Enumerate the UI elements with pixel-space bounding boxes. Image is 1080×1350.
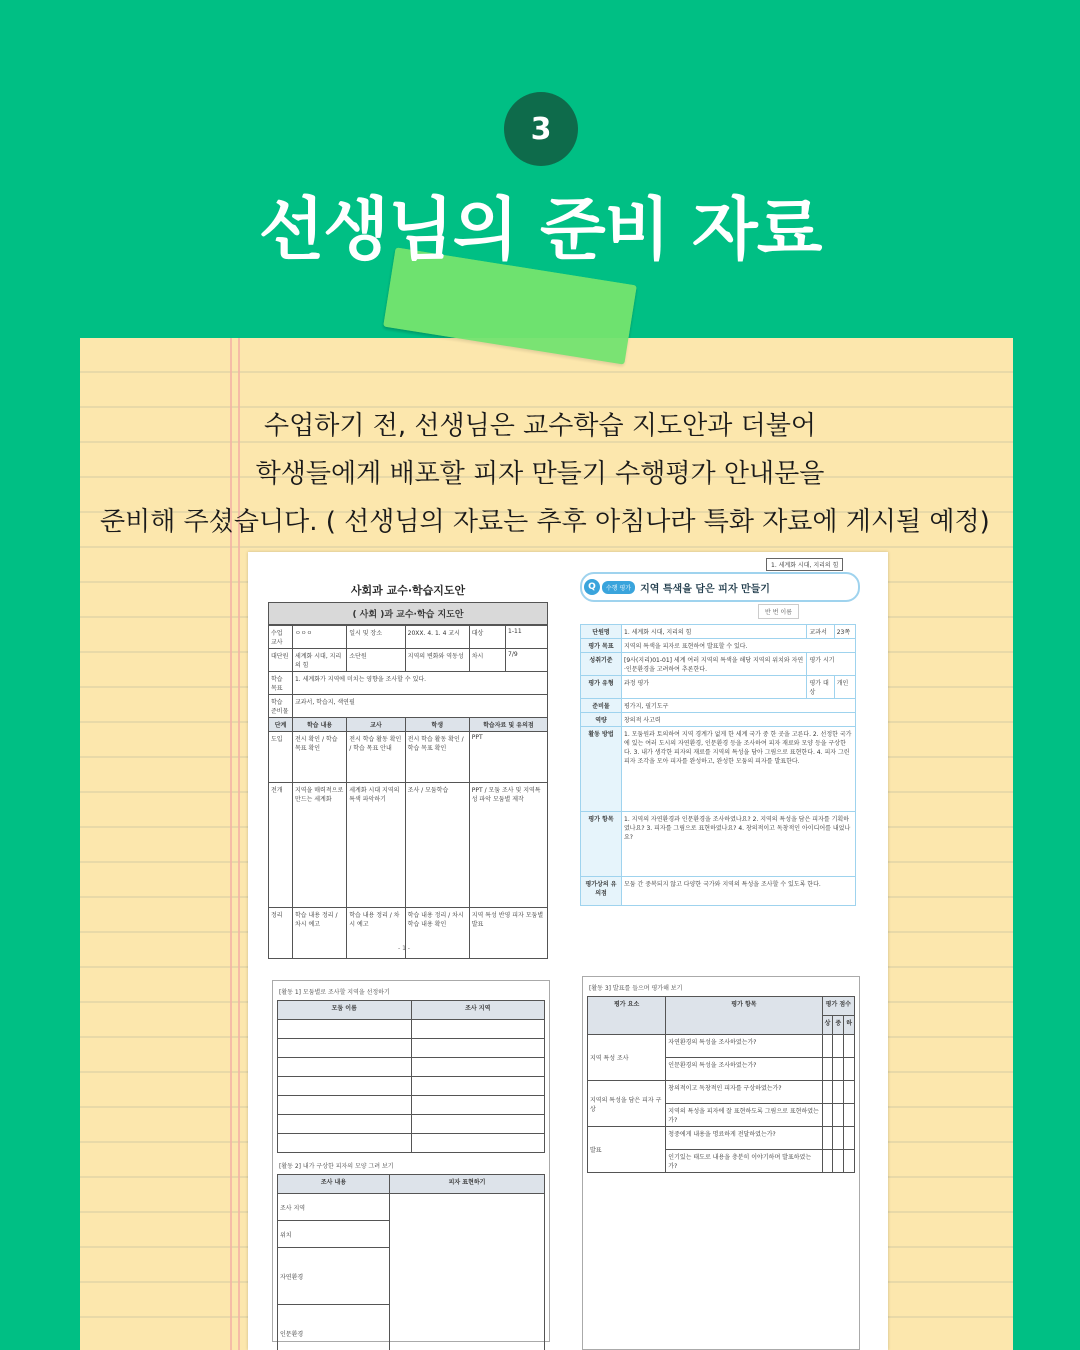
row-label: 인문환경 — [278, 1305, 390, 1350]
score-cell — [844, 1081, 855, 1104]
table-cell: 평가 대상 — [807, 676, 834, 699]
table-cell: 1. 지역의 자연환경과 인문환경을 조사하였나요? 2. 지역의 특성을 담은 피자를 기획하였나요? 3. 피자를 그림으로 표현하였나요? 4. 창의적이고 독창적인 아이디어를 내었나요? — [622, 812, 856, 877]
table-cell: 전시 학습 활동 확인 / 학습 목표 안내 — [347, 732, 405, 783]
table-row — [278, 1134, 545, 1153]
table-cell — [411, 1115, 545, 1134]
lesson-plan-table — [268, 625, 548, 959]
score-cell — [844, 1127, 855, 1150]
table-key: 활동 방법 — [581, 727, 622, 812]
table-row — [269, 672, 548, 695]
table-cell — [411, 1058, 545, 1077]
table-key: 평가 목표 — [581, 639, 622, 653]
table-key: 역량 — [581, 713, 622, 727]
table-row — [278, 1039, 545, 1058]
assessment-pill: 수행 평가 — [602, 581, 635, 594]
table-row — [269, 783, 548, 908]
table-row — [581, 727, 856, 812]
table-row — [278, 1020, 545, 1039]
lesson-plan-header: ( 사회 )과 교수·학습 지도안 — [268, 602, 548, 625]
table-cell: 평가지, 필기도구 — [622, 699, 856, 713]
criteria-item: 자연환경의 특성을 조사하였는가? — [666, 1035, 822, 1058]
score-cell — [833, 1058, 844, 1081]
table-cell: 지역의 변화와 역동성 — [405, 649, 469, 672]
table-cell: 대상 — [469, 626, 505, 649]
score-cell — [822, 1035, 833, 1058]
score-cell — [833, 1081, 844, 1104]
table-cell: 전개 — [269, 783, 293, 908]
activity1-caption: [활동 1] 모둠별로 조사할 지역을 선정하기 — [279, 989, 390, 996]
score-cell — [833, 1150, 844, 1173]
table-header — [278, 1175, 545, 1194]
table-cell: 1. 모둠원과 토의하여 지역 경계가 없게 한 세계 국가 중 한 곳을 고른다. 2. 선정한 국가에 있는 여러 도시의 자연환경, 인문환경 등을 조사하여 피자 재료와 모양 등을 구상한다. 3. 내가 생각한 피자의 재료를 지역의 특성을 담아 그림으로 표현한다. 4. 피자 그린 피자 조각을 모아 피자를 완성하고, 완성한 모둠의 피자를 발표한다. — [622, 727, 856, 812]
table-row — [269, 732, 548, 783]
table-row — [269, 695, 548, 718]
table-cell: 지역 특성 반영 피자 모둠별 발표 — [469, 908, 547, 959]
table-row — [278, 1115, 545, 1134]
description-line: 학생들에게 배포할 피자 만들기 수행평가 안내문을 — [255, 459, 825, 489]
step-number-badge: 3 — [504, 92, 578, 166]
evaluation-caption: [활동 3] 발표를 들으며 평가해 보기 — [589, 985, 683, 992]
table-header — [278, 1001, 545, 1020]
table-row — [278, 1058, 545, 1077]
table-key: 평가 유형 — [581, 676, 622, 699]
table-cell: 정리 — [269, 908, 293, 959]
table-cell — [411, 1039, 545, 1058]
table-cell: 과정 평가 — [622, 676, 807, 699]
table-row — [581, 639, 856, 653]
table-row — [269, 649, 548, 672]
criteria-item: 지역의 특성을 피자에 잘 표현하도록 그림으로 표현하였는가? — [666, 1104, 822, 1127]
lesson-plan-title: 사회과 교수·학습지도안 — [350, 584, 466, 597]
table-cell: 지역을 매력적으로 만드는 세계화 — [292, 783, 346, 908]
score-header: 상 — [822, 1016, 833, 1035]
table-cell: 교과서 — [807, 625, 834, 639]
table-cell: PPT — [469, 732, 547, 783]
column-header: 조사 내용 — [278, 1175, 390, 1194]
table-cell — [411, 1096, 545, 1115]
criteria-item: 인기있는 태도로 내용을 충분히 이야기하며 발표하였는가? — [666, 1150, 822, 1173]
table-cell: 차시 — [469, 649, 505, 672]
criteria-group: 지역 특성 조사 — [588, 1035, 666, 1081]
table-cell — [411, 1134, 545, 1153]
column-header: 평가 항목 — [666, 997, 822, 1035]
score-cell — [822, 1081, 833, 1104]
table-row — [581, 812, 856, 877]
score-cell — [844, 1058, 855, 1081]
assessment-title: 지역 특색을 담은 피자 만들기 — [640, 583, 770, 595]
table-row — [588, 1081, 855, 1104]
table-cell: PPT / 모둠 조사 및 지역특성 파악 모둠별 제작 — [469, 783, 547, 908]
table-row — [278, 1096, 545, 1115]
activity2-table — [277, 1174, 545, 1350]
table-key: 평가 항목 — [581, 812, 622, 877]
table-key: 준비물 — [581, 699, 622, 713]
table-cell: 도입 — [269, 732, 293, 783]
table-cell: 세계화 시대 지역의 특색 파악하기 — [347, 783, 405, 908]
column-header: 평가 점수 — [822, 997, 854, 1016]
evaluation-table — [587, 996, 855, 1173]
table-key: 평가상의 유의점 — [581, 877, 622, 906]
table-cell: 1. 세계화 시대, 지리의 힘 — [622, 625, 807, 639]
score-cell — [822, 1127, 833, 1150]
score-cell — [822, 1104, 833, 1127]
table-cell: 학습 내용 정리 / 차시 예고 — [347, 908, 405, 959]
description-line: 수업하기 전, 선생님은 교수학습 지도안과 더불어 — [264, 411, 816, 441]
table-cell: 1-11 — [506, 626, 548, 649]
activity-worksheet — [272, 980, 550, 1342]
name-box: 반 번 이름 — [758, 604, 799, 619]
assessment-banner — [580, 572, 860, 602]
table-cell: 개인 — [834, 676, 855, 699]
table-row — [588, 1035, 855, 1058]
criteria-item: 인문환경의 특성을 조사하였는가? — [666, 1058, 822, 1081]
table-row — [269, 718, 548, 732]
table-cell — [411, 1077, 545, 1096]
table-row — [278, 1077, 545, 1096]
activity2-caption: [활동 2] 내가 구상한 피자의 모양 그려 보기 — [279, 1163, 394, 1170]
table-key: 성취기준 — [581, 653, 622, 676]
table-cell: 학습 내용 정리 / 차시 학습 내용 확인 — [405, 908, 469, 959]
table-cell: 학습 준비물 — [269, 695, 293, 718]
table-cell: 모둠 간 중복되지 않고 다양한 국가와 지역의 특성을 조사할 수 있도록 한다. — [622, 877, 856, 906]
table-cell: 학습자료 및 유의점 — [469, 718, 547, 732]
description — [100, 402, 990, 546]
page-number: - 1 - — [398, 945, 410, 952]
column-header: 조사 지역 — [411, 1001, 545, 1020]
table-cell: 1. 세계화가 지역에 미치는 영향을 조사할 수 있다. — [292, 672, 547, 695]
table-row — [581, 877, 856, 906]
score-cell — [844, 1150, 855, 1173]
table-row — [269, 626, 548, 649]
score-cell — [833, 1035, 844, 1058]
score-header: 중 — [833, 1016, 844, 1035]
criteria-group: 발표 — [588, 1127, 666, 1173]
table-cell — [278, 1077, 412, 1096]
criteria-item: 창의적이고 독창적인 피자를 구상하였는가? — [666, 1081, 822, 1104]
table-cell: 23쪽 — [834, 625, 855, 639]
score-cell — [833, 1127, 844, 1150]
row-label: 조사 지역 — [278, 1194, 390, 1221]
table-cell: 조사 / 모둠학습 — [405, 783, 469, 908]
search-q-icon: Q — [584, 579, 600, 595]
table-row — [581, 676, 856, 699]
row-label: 위치 — [278, 1221, 390, 1248]
score-cell — [844, 1035, 855, 1058]
activity1-table — [277, 1000, 545, 1153]
table-row — [581, 653, 856, 676]
table-cell: 교과서, 학습지, 색연필 — [292, 695, 547, 718]
table-cell: 학습 내용 — [292, 718, 346, 732]
table-cell — [411, 1020, 545, 1039]
table-row — [581, 699, 856, 713]
criteria-item: 청중에게 내용을 명료하게 전달하였는가? — [666, 1127, 822, 1150]
table-cell — [278, 1096, 412, 1115]
table-cell: 지역의 특색을 피자로 표현하여 발표할 수 있다. — [622, 639, 856, 653]
drawing-area — [390, 1194, 545, 1350]
table-cell: 단계 — [269, 718, 293, 732]
table-cell — [278, 1039, 412, 1058]
table-cell: 교사 — [347, 718, 405, 732]
description-line: 준비해 주셨습니다. ( 선생님의 자료는 추후 아침나라 특화 자료에 게시될 예정) — [100, 507, 990, 537]
score-cell — [822, 1150, 833, 1173]
table-cell: 학습 목표 — [269, 672, 293, 695]
table-cell: 7/9 — [506, 649, 548, 672]
table-cell: 세계화 시대, 지리의 힘 — [292, 649, 346, 672]
table-cell: ㅇㅇㅇ — [292, 626, 346, 649]
table-cell: 수업 교사 — [269, 626, 293, 649]
peer-evaluation-sheet — [582, 976, 860, 1350]
table-cell — [278, 1020, 412, 1039]
table-row — [581, 625, 856, 639]
table-cell: 전시 학습 활동 확인 / 학습 목표 확인 — [405, 732, 469, 783]
score-cell — [833, 1104, 844, 1127]
table-cell: 소단원 — [347, 649, 405, 672]
criteria-group: 지역의 특성을 담은 피자 구상 — [588, 1081, 666, 1127]
table-row — [588, 1127, 855, 1150]
table-row — [278, 1194, 545, 1221]
score-cell — [844, 1104, 855, 1127]
table-cell: 학습 내용 정리 / 차시 예고 — [292, 908, 346, 959]
row-label: 자연환경 — [278, 1248, 390, 1305]
table-cell: 창의적 사고력 — [622, 713, 856, 727]
table-header — [588, 997, 855, 1016]
unit-tag: 1. 세계화 시대, 지리의 힘 — [766, 558, 843, 571]
lesson-plan — [268, 602, 548, 959]
column-header: 평가 요소 — [588, 997, 666, 1035]
table-key: 단원명 — [581, 625, 622, 639]
score-header: 하 — [844, 1016, 855, 1035]
table-cell — [278, 1058, 412, 1077]
table-cell: 전시 확인 / 학습 목표 확인 — [292, 732, 346, 783]
score-cell — [822, 1058, 833, 1081]
table-cell: [9사(지리)01-01] 세계 여러 지역의 특색을 해당 지역의 위치와 자연·인문환경을 고려하여 추론한다. — [622, 653, 807, 676]
table-cell: 평가 시기 — [807, 653, 856, 676]
page-title: 선생님의 준비 자료 — [258, 191, 822, 270]
column-header: 피자 표현하기 — [390, 1175, 545, 1194]
table-cell — [278, 1115, 412, 1134]
table-row — [581, 713, 856, 727]
table-cell: 20XX. 4. 1. 4 교시 — [405, 626, 469, 649]
table-cell: 학생 — [405, 718, 469, 732]
table-cell: 대단원 — [269, 649, 293, 672]
table-cell: 일시 및 장소 — [347, 626, 405, 649]
column-header: 모둠 이름 — [278, 1001, 412, 1020]
document-preview-sheet — [248, 552, 888, 1350]
table-cell — [278, 1134, 412, 1153]
assessment-table — [580, 624, 856, 906]
